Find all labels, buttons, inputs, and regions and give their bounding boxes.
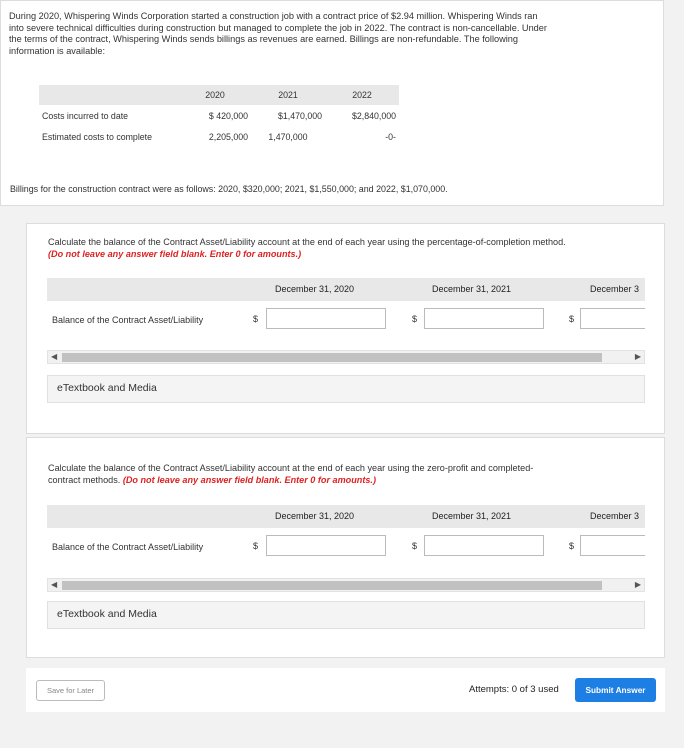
scroll-left-icon[interactable]: ◀ (51, 352, 58, 361)
intro-line: During 2020, Whispering Winds Corporation started a construction job with a contract price of $2.94 million. Whispering Winds ran (9, 11, 538, 21)
row-label: Balance of the Contract Asset/Liability (52, 315, 204, 325)
cost-table-header-cell (39, 85, 179, 105)
question-text (48, 236, 648, 260)
column-header: December 3 (590, 511, 640, 521)
billings-text: Billings for the construction contract were as follows: 2020, $320,000; 2021, $1,550,000; and 2022, $1,070,000. (10, 184, 448, 194)
save-for-later-button[interactable]: Save for Later (36, 680, 105, 701)
etextbook-link[interactable]: eTextbook and Media (47, 375, 645, 403)
column-header: December 31, 2020 (275, 511, 355, 521)
required-note: (Do not leave any answer field blank. Enter 0 for amounts.) (122, 475, 376, 485)
etextbook-link[interactable]: eTextbook and Media (47, 601, 645, 629)
row-label: Balance of the Contract Asset/Liability (52, 542, 204, 552)
problem-statement-panel (0, 0, 664, 206)
table-cell: 2,205,000 (208, 131, 248, 142)
currency-symbol: $ (569, 541, 575, 551)
currency-symbol: $ (569, 314, 575, 324)
intro-line: information is available: (9, 45, 106, 56)
table-cell: -0- (385, 131, 396, 142)
column-header: December 31, 2021 (432, 511, 512, 521)
horizontal-scrollbar[interactable] (47, 350, 645, 364)
table-cell: 1,470,000 (268, 131, 308, 142)
currency-symbol: $ (412, 541, 418, 551)
column-header: December 3 (590, 284, 640, 294)
intro-line: into severe technical difficulties during construction but managed to complete the job in 2022. The contract is non-cancellable. Under (9, 22, 547, 33)
currency-symbol: $ (253, 541, 259, 551)
scroll-left-icon[interactable]: ◀ (51, 580, 58, 589)
answer-input-2021[interactable] (424, 535, 544, 556)
table-cell: $ 420,000 (208, 110, 248, 121)
answer-input-2022[interactable] (580, 308, 645, 329)
table-cell: $2,840,000 (351, 110, 396, 121)
submit-answer-button[interactable]: Submit Answer (575, 678, 656, 702)
question-prompt-line-2 (48, 474, 648, 486)
question-prompt: Calculate the balance of the Contract Asset/Liability account at the end of each year using the zero-profit and completed- (48, 463, 534, 473)
answer-input-2022[interactable] (580, 535, 645, 556)
question-prompt-cont: contract methods. (48, 475, 121, 485)
scroll-right-icon[interactable]: ▶ (634, 580, 641, 589)
cost-table-header (39, 85, 399, 105)
row-label: Costs incurred to date (42, 110, 129, 121)
table-cell: $1,470,000 (277, 110, 322, 121)
column-header: December 31, 2021 (432, 284, 512, 294)
horizontal-scrollbar[interactable] (47, 578, 645, 592)
currency-symbol: $ (412, 314, 418, 324)
cost-table-header-cell: 2021 (251, 85, 325, 105)
row-label: Estimated costs to complete (42, 131, 153, 142)
cost-table (39, 85, 399, 147)
currency-symbol: $ (253, 314, 259, 324)
footer-bar (26, 668, 665, 712)
answer-input-2020[interactable] (266, 535, 386, 556)
scroll-right-icon[interactable]: ▶ (634, 352, 641, 361)
cost-table-header-cell: 2022 (325, 85, 399, 105)
cost-table-header-cell: 2020 (179, 85, 251, 105)
scrollbar-thumb[interactable] (62, 581, 602, 590)
question-panel-zero-profit (26, 437, 665, 658)
answer-input-2020[interactable] (266, 308, 386, 329)
scrollbar-thumb[interactable] (62, 353, 602, 362)
required-note: (Do not leave any answer field blank. Enter 0 for amounts.) (48, 249, 302, 259)
attempts-counter: Attempts: 0 of 3 used (469, 684, 559, 695)
intro-line: the terms of the contract, Whispering Winds sends billings as revenues are earned. Billings are non-refundable. The following (9, 34, 518, 44)
column-header: December 31, 2020 (275, 284, 355, 294)
question-prompt: Calculate the balance of the Contract Asset/Liability account at the end of each year using the percentage-of-completion method. (48, 237, 566, 247)
table-row (39, 105, 399, 126)
answer-grid-header (47, 505, 645, 528)
table-row (39, 126, 399, 147)
answer-grid-header (47, 278, 645, 301)
question-text (48, 462, 648, 486)
question-panel-poc (26, 223, 665, 434)
answer-input-2021[interactable] (424, 308, 544, 329)
